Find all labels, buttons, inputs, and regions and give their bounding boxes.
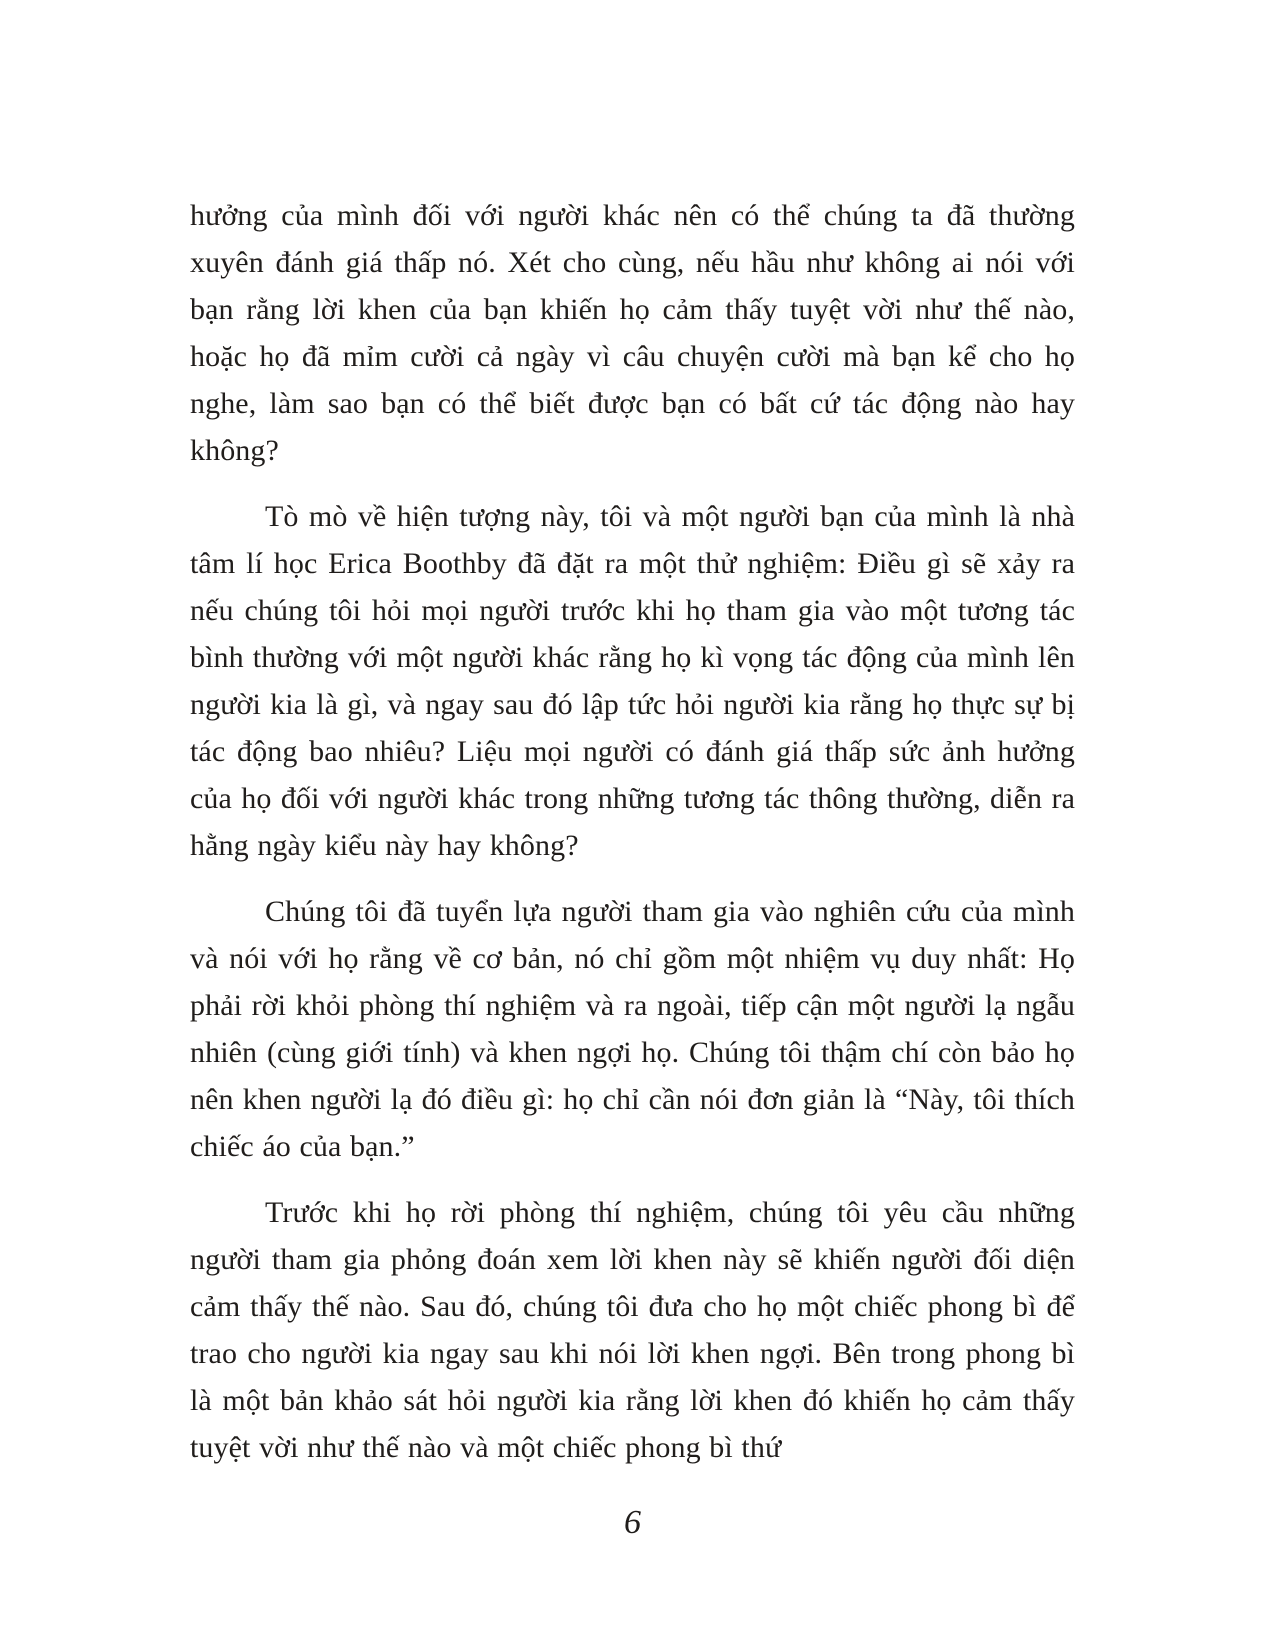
- paragraph: Tò mò về hiện tượng này, tôi và một người bạn của mình là nhà tâm lí học Erica Boothby đã đặt ra một thử nghiệm: Điều gì sẽ xảy ra nếu chúng tôi hỏi mọi người trước khi họ tham gia vào một tương tác bình thường với một người khác rằng họ kì vọng tác động của mình lên người kia là gì, và ngay sau đó lập tức hỏi người kia rằng họ thực sự bị tác động bao nhiêu? Liệu mọi người có đánh giá thấp sức ảnh hưởng của họ đối với người khác trong những tương tác thông thường, diễn ra hằng ngày kiểu này hay không?: [190, 500, 1075, 862]
- paragraph: Trước khi họ rời phòng thí nghiệm, chúng tôi yêu cầu những người tham gia phỏng đoán xem lời khen này sẽ khiến người đối diện cảm thấy thế nào. Sau đó, chúng tôi đưa cho họ một chiếc phong bì để trao cho người kia ngay sau khi nói lời khen ngợi. Bên trong phong bì là một bản khảo sát hỏi người kia rằng lời khen đó khiến họ cảm thấy tuyệt vời như thế nào và một chiếc phong bì thứ: [190, 1196, 1075, 1464]
- page-footer: [190, 1503, 1075, 1543]
- page-number: 6: [624, 1504, 641, 1541]
- paragraph: Chúng tôi đã tuyển lựa người tham gia vào nghiên cứu của mình và nói với họ rằng về cơ bản, nó chỉ gồm một nhiệm vụ duy nhất: Họ phải rời khỏi phòng thí nghiệm và ra ngoài, tiếp cận một người lạ ngẫu nhiên (cùng giới tính) và khen ngợi họ. Chúng tôi thậm chí còn bảo họ nên khen người lạ đó điều gì: họ chỉ cần nói đơn giản là “Này, tôi thích chiếc áo của bạn.”: [190, 895, 1075, 1163]
- paragraph-continuation: hưởng của mình đối với người khác nên có thể chúng ta đã thường xuyên đánh giá thấp nó. Xét cho cùng, nếu hầu như không ai nói với bạn rằng lời khen của bạn khiến họ cảm thấy tuyệt vời như thế nào, hoặc họ đã mỉm cười cả ngày vì câu chuyện cười mà bạn kể cho họ nghe, làm sao bạn có thể biết được bạn có bất cứ tác động nào hay không?: [190, 199, 1075, 467]
- text-column: [190, 192, 1075, 1471]
